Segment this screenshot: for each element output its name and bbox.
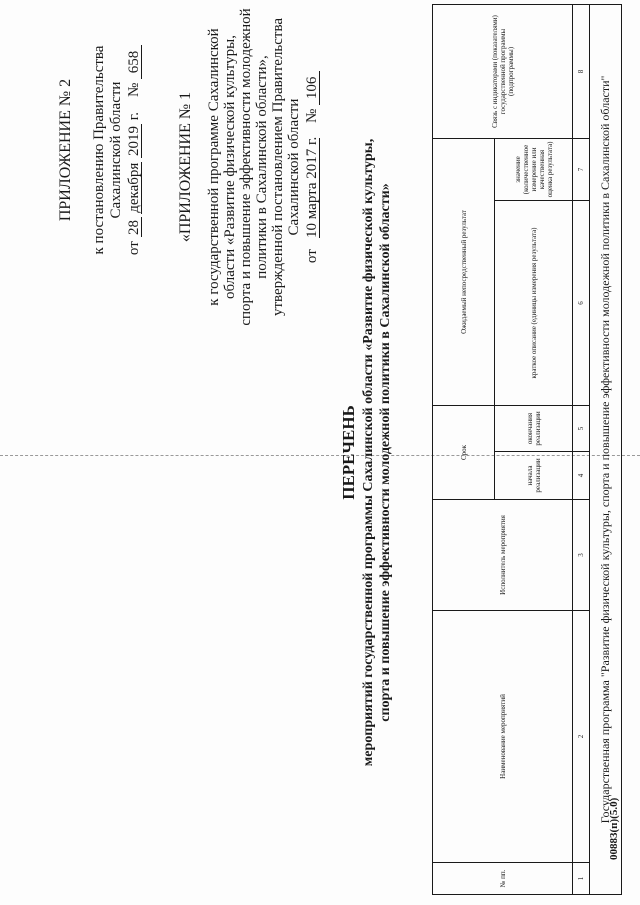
header-term: Срок xyxy=(433,405,495,499)
header-result-value: значение (количественное измерение или качественная оценка результата) xyxy=(495,138,573,200)
header-result-desc: краткое описание (единицы измерения результата) xyxy=(495,200,573,405)
appendix-2-year-suffix: г. xyxy=(126,112,142,121)
appendix-2-line-2: Сахалинской области xyxy=(108,81,124,219)
appendix-2-number-label: № xyxy=(126,82,142,97)
appendix-1-from: от xyxy=(304,249,320,264)
appendix-1-line-1: к государственной программе Сахалинской xyxy=(206,28,222,306)
document-subtitle-line-2: спорта и повышение эффективности молодежной политики в Сахалинской области» xyxy=(378,183,393,722)
appendix-1-number: 106 xyxy=(305,71,320,105)
appendix-2-month: декабря xyxy=(126,162,142,213)
document-title: ПЕРЕЧЕНЬ xyxy=(339,405,358,500)
column-number: 5 xyxy=(573,405,590,451)
column-number: 2 xyxy=(573,611,590,863)
appendix-1-line-4: политики в Сахалинской области», xyxy=(254,55,270,279)
appendix-1-number-label: № xyxy=(304,108,320,123)
document-code: 00883(п)(5.0) xyxy=(608,797,620,860)
appendix-2-line-1: к постановлению Правительства xyxy=(91,45,107,255)
header-name: Наименование мероприятий xyxy=(433,611,573,863)
column-number: 1 xyxy=(573,863,590,895)
column-number: 3 xyxy=(573,500,590,611)
appendix-1-title: «ПРИЛОЖЕНИЕ № 1 xyxy=(177,91,194,243)
document-subtitle-line-1: мероприятий государственной программы Сахалинской области «Развитие физической культуры, xyxy=(361,138,376,767)
appendix-2-day: 28 xyxy=(127,217,142,237)
column-number: 4 xyxy=(573,452,590,500)
appendix-1-line-6: Сахалинской области xyxy=(286,98,302,236)
appendix-2-title: ПРИЛОЖЕНИЕ № 2 xyxy=(57,78,74,222)
appendix-1-date: 10 марта 2017 г. xyxy=(304,136,320,238)
activities-table xyxy=(432,4,622,895)
appendix-1-line-2: области «Развитие физической культуры, xyxy=(222,35,238,300)
appendix-1-line-5: утвержденной постановлением Правительства xyxy=(270,17,286,317)
program-row-text: Государственная программа "Развитие физической культуры, спорта и повышение эффективности молодежной политики в Сахалинской области" xyxy=(589,4,621,894)
program-row xyxy=(589,4,621,894)
appendix-2-year: 2019 xyxy=(126,125,142,156)
appendix-2-from: от xyxy=(126,241,142,256)
appendix-2-date-line xyxy=(126,35,142,265)
table-header-row xyxy=(433,4,495,894)
header-num: № пп. xyxy=(433,863,573,895)
column-number-row xyxy=(573,4,590,894)
column-number: 6 xyxy=(573,200,590,405)
column-number: 8 xyxy=(573,4,590,138)
header-link: Связь с индикаторами (показателями) государственной программы (подпрограммы) xyxy=(433,4,573,138)
header-result: Ожидаемый непосредственный результат xyxy=(433,138,495,405)
column-number: 7 xyxy=(573,138,590,200)
appendix-2-number: 658 xyxy=(127,45,142,79)
appendix-1-date-line xyxy=(304,7,320,327)
header-executor: Исполнитель мероприятия xyxy=(433,500,573,611)
header-term-end: окончания реализации xyxy=(495,405,573,451)
appendix-1-line-3: спорта и повышение эффективности молодежной xyxy=(238,8,254,326)
header-term-start: начала реализации xyxy=(495,452,573,500)
